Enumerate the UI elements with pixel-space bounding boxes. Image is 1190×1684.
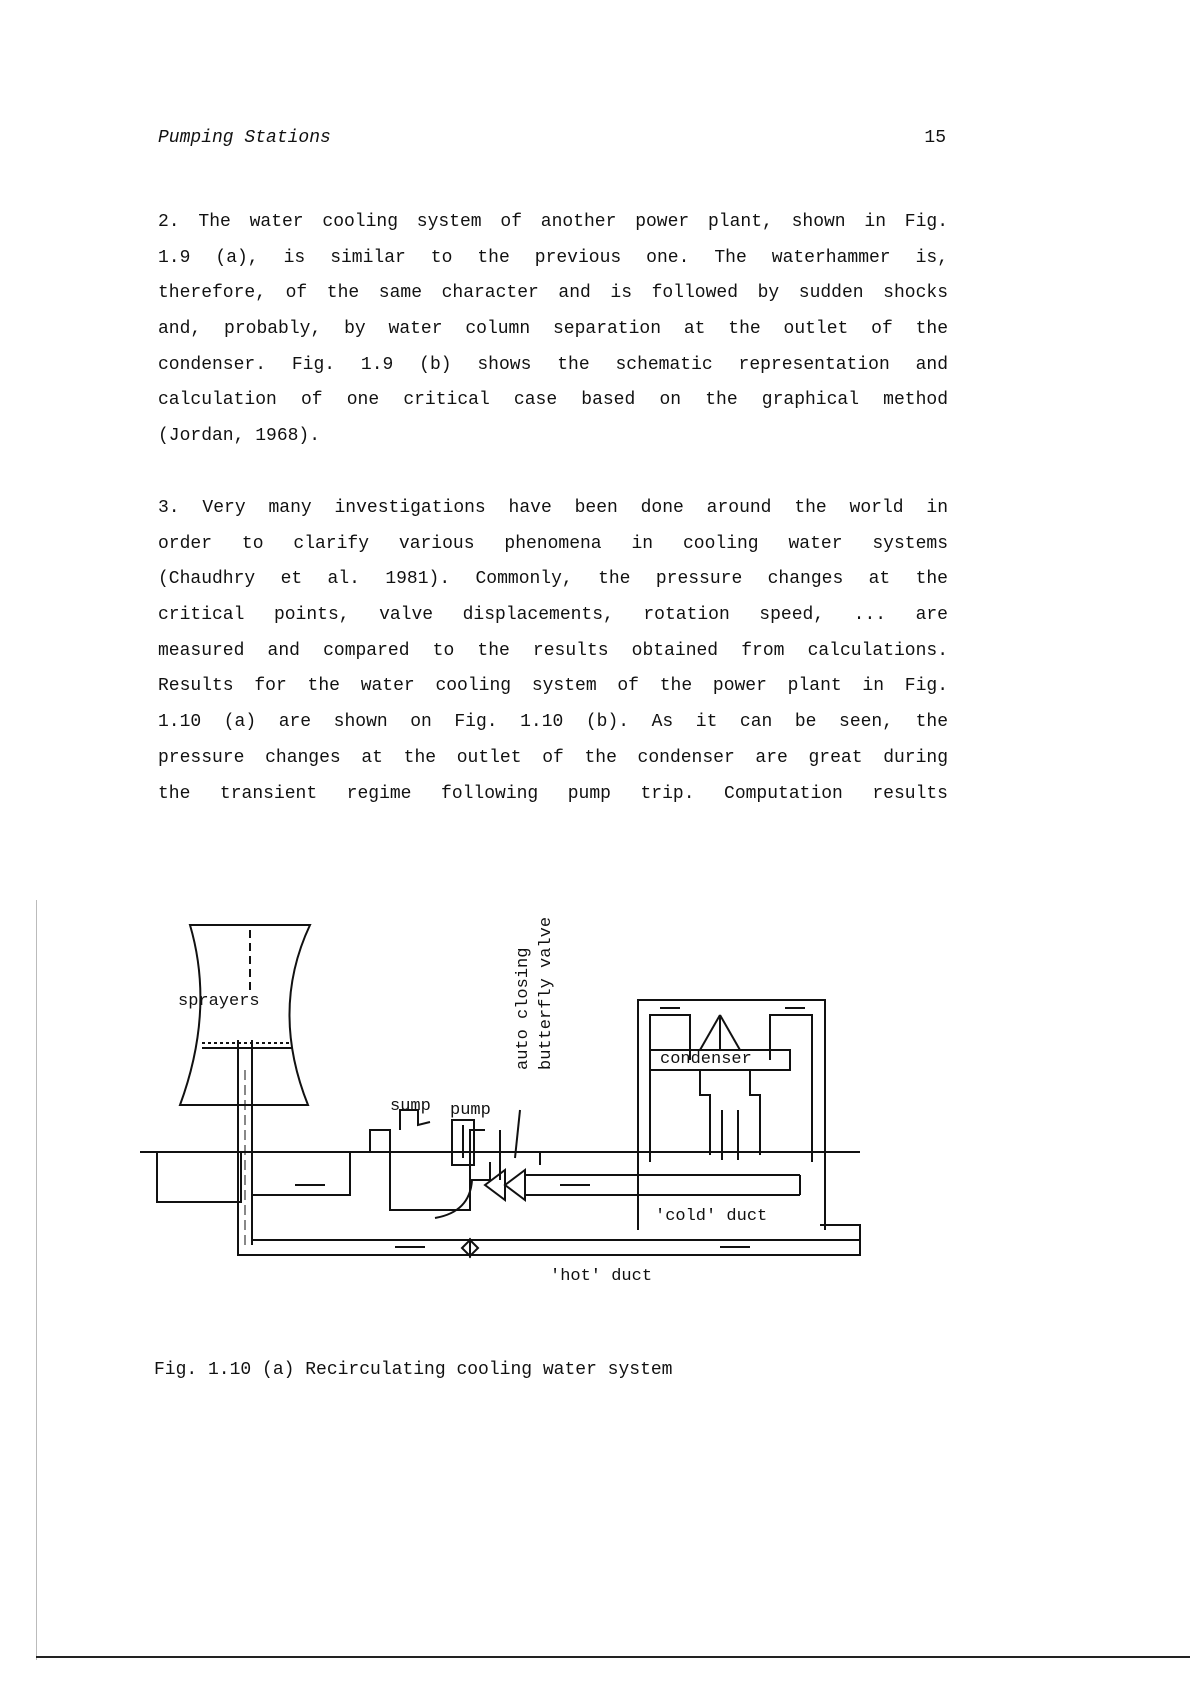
figure-caption: Fig. 1.10 (a) Recirculating cooling water system	[154, 1360, 673, 1380]
text-line: and, probably, by water column separation at the outlet of the	[158, 319, 948, 340]
text-line: calculation of one critical case based on the graphical method	[158, 390, 948, 411]
label-valve-line2: butterfly valve	[537, 916, 556, 1070]
scan-margin-line	[36, 900, 37, 1660]
label-hot-duct: 'hot' duct	[550, 1267, 653, 1286]
text-line: (Chaudhry et al. 1981). Commonly, the pressure changes at the	[158, 569, 948, 590]
tower-basin	[157, 1152, 241, 1202]
label-sump: sump	[390, 1097, 431, 1116]
page-number: 15	[924, 128, 946, 148]
text-line: (Jordan, 1968).	[158, 426, 321, 447]
text-line: 2. The water cooling system of another power plant, shown in Fig.	[158, 212, 948, 232]
label-valve-line1: auto closing	[514, 947, 533, 1070]
text-line: pressure changes at the outlet of the condenser are great during	[158, 747, 948, 768]
label-sprayers: sprayers	[178, 992, 260, 1011]
text-line: 1.9 (a), is similar to the previous one. The waterhammer is,	[158, 247, 948, 268]
text-line: condenser. Fig. 1.9 (b) shows the schematic representation and	[158, 354, 948, 375]
paragraph-3	[158, 491, 948, 812]
text-line: the transient regime following pump trip. Computation results	[158, 783, 948, 804]
bottom-rule	[36, 1656, 1190, 1658]
running-head	[158, 128, 946, 152]
text-line: Results for the water cooling system of the power plant in Fig.	[158, 676, 948, 697]
label-condenser: condenser	[660, 1050, 752, 1069]
text-line: therefore, of the same character and is followed by sudden shocks	[158, 283, 948, 304]
supply-channel	[252, 1152, 350, 1195]
text-line: order to clarify various phenomena in cooling water systems	[158, 533, 948, 554]
paragraph-2	[158, 205, 948, 455]
hot-duct	[252, 1225, 860, 1240]
text-line: critical points, valve displacements, rotation speed, ... are	[158, 605, 948, 626]
label-pump: pump	[450, 1101, 491, 1120]
text-line: measured and compared to the results obtained from calculations.	[158, 640, 948, 661]
cooling-system-diagram	[140, 900, 940, 1320]
running-title: Pumping Stations	[158, 128, 331, 148]
figure-cooling-system	[140, 900, 940, 1320]
text-line: 3. Very many investigations have been done around the world in	[158, 498, 948, 518]
sump-chamber	[370, 1130, 470, 1210]
condenser-loop	[638, 1000, 825, 1162]
label-cold-duct: 'cold' duct	[655, 1207, 768, 1226]
text-line: 1.10 (a) are shown on Fig. 1.10 (b). As it can be seen, the	[158, 712, 948, 733]
